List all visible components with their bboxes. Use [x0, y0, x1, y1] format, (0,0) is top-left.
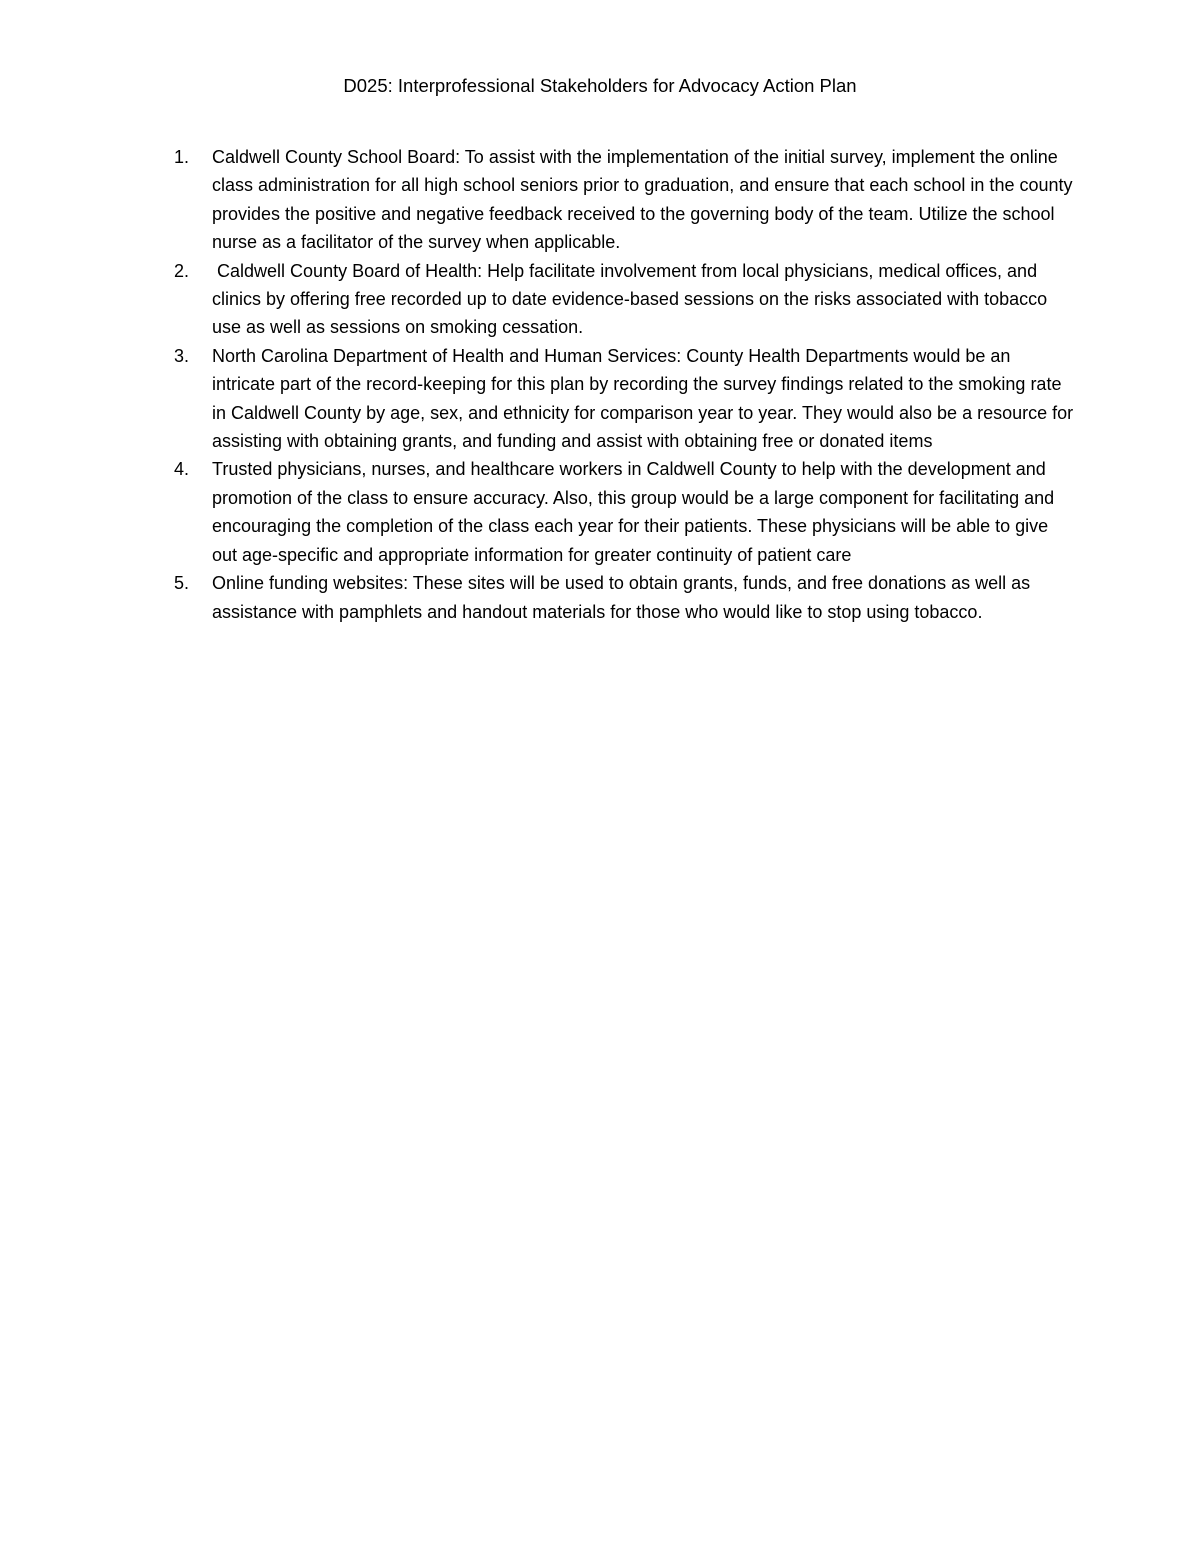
list-item-number: 4. — [174, 459, 190, 480]
list-item-number: 5. — [174, 573, 190, 594]
stakeholder-list — [174, 143, 1074, 626]
list-item — [174, 342, 1074, 456]
list-item-number: 3. — [174, 345, 190, 366]
list-item-text: Caldwell County Board of Health: Help facilitate involvement from local physicians, medical offices, and clinics by offering free recorded up to date evidence-based sessions on the risks associated with tobacco use as well as sessions on smoking cessation. — [212, 260, 1053, 338]
list-item-text: North Carolina Department of Health and Human Services: County Health Departments would be an intricate part of the record-keeping for this plan by recording the survey findings related to the smoking rate in Caldwell County by age, sex, and ethnicity for comparison year to year. They would also be a resource for assisting with obtaining grants, and funding and assist with obtaining free or donated items — [212, 345, 1074, 452]
list-item — [174, 143, 1074, 257]
list-item-text: Online funding websites: These sites will be used to obtain grants, funds, and free donations as well as assistance with pamphlets and handout materials for those who would like to stop using tobacco. — [212, 573, 1031, 622]
list-item-text: Caldwell County School Board: To assist with the implementation of the initial survey, implement the online class administration for all high school seniors prior to graduation, and ensure that each school in the county provides the positive and negative feedback received to the governing body of the team. Utilize the school nurse as a facilitator of the survey when applicable. — [212, 147, 1073, 253]
document-title: D025: Interprofessional Stakeholders for Advocacy Action Plan — [343, 75, 857, 96]
list-item — [174, 257, 1074, 342]
list-item-number: 2. — [174, 260, 190, 281]
list-item-number: 1. — [174, 147, 190, 167]
list-item — [174, 569, 1074, 626]
list-item — [174, 455, 1074, 569]
list-item-text: Trusted physicians, nurses, and healthcare workers in Caldwell County to help with the development and promotion of the class to ensure accuracy. Also, this group would be a large component for facilitating and encouraging the completion of the class each year for their patients. These physicians will be able to give out age-specific and appropriate information for greater continuity of patient care — [212, 459, 1055, 565]
